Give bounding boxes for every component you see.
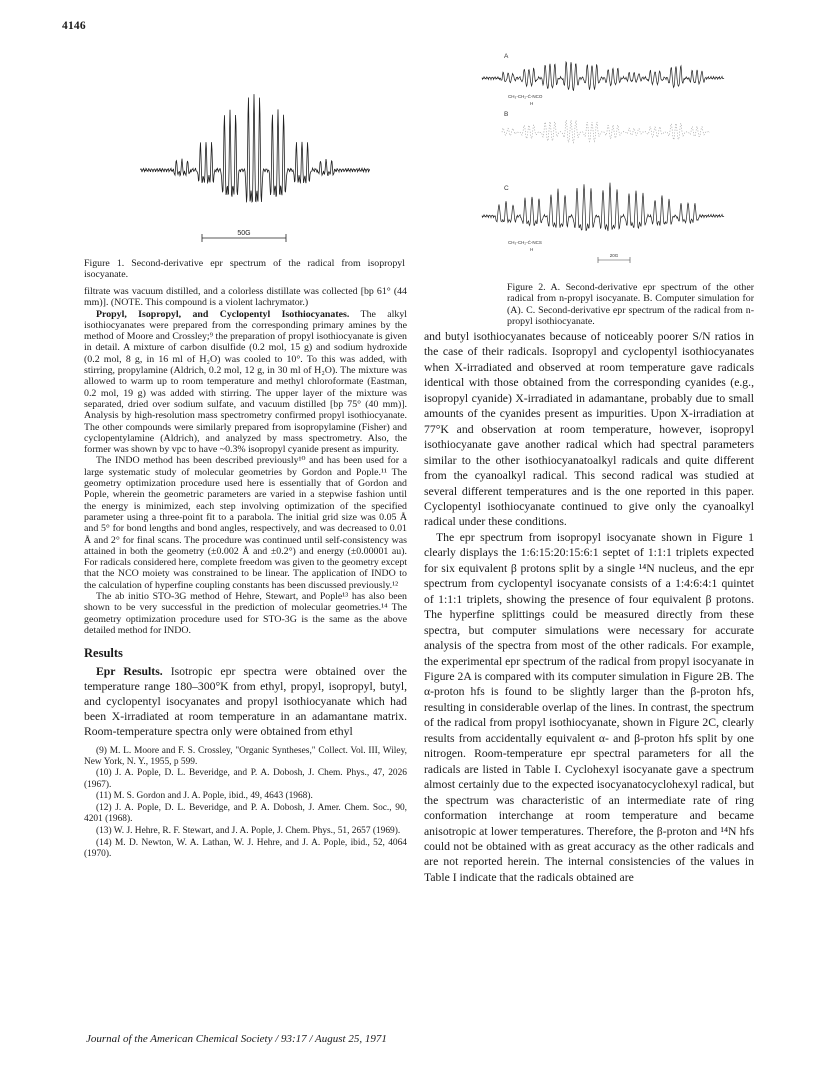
reference-14: (14) M. D. Newton, W. A. Lathan, W. J. Hehre, and J. A. Pople, ibid., 52, 4064 (1970). (84, 837, 407, 859)
figure2-scale-label: 20G (609, 253, 619, 258)
reference-13: (13) W. J. Hehre, R. F. Stewart, and J. A. Pople, J. Chem. Phys., 51, 2657 (1969). (96, 825, 401, 836)
right-para-2: The epr spectrum from isopropyl isocyanate shown in Figure 1 clearly displays the 1:6:15:20:15:6:1 septet of 1:1:1 triplets expected for six equivalent β protons split by a single ¹⁴N nucleus, and the epr spectrum from cyclopentyl isocyanate consists of a 1:4:6:4:1 quintet of 1:1:1 triplets, showing the presence of four equivalent β protons. The hyperfine splittings could be measured directly from these spectra, but computer simulations were necessary for accurate analysis of the spectra from most of the other radicals. For example, the experimental epr spectrum of the radical from propyl isocyanate in Figure 2A is compared with its computer simulation in Figure 2B. The α-proton hfs is found to be slightly larger than the β-proton hfs, resulting in considerable overlap of the lines. In contrast, the spectrum of the radical from propyl isothiocyanate, shown in Figure 2C, clearly results from accidentally equivalent α- and β-proton hfs split by one nitrogen. Room-temperature epr spectral parameters for all the radicals are listed in Table I. Cyclohexyl isocyanate gave a spectrum almost certainly due to the expected isocyanatocyclohexyl radical, but the spectrum was characteristic of an intermediate rate of ring conformation interchange at room temperature and became anisotropic at lower temperatures. Therefore, the β-proton and ¹⁴N hfs could not be obtained with as great accuracy as the other radicals and are not reported herein. The internal consistencies of the values in Table I indicate that the radicals obtained are (424, 530, 754, 884)
figure2-spectra (478, 40, 728, 272)
figure2-trace-c (482, 183, 724, 231)
results-paragraph (84, 664, 407, 740)
figure2-formula-c: CH₃-CH₂-Ċ-NCS (508, 240, 542, 245)
figure2-formula-a-h: H (530, 101, 534, 106)
results-heading: Results (84, 646, 123, 661)
reference-9: (9) M. L. Moore and F. S. Crossley, "Organic Syntheses," Collect. Vol. III, Wiley, New York, N. Y., 1955, p 599. (84, 745, 407, 767)
figure1-trace (140, 94, 370, 202)
reference-11: (11) M. S. Gordon and J. A. Pople, ibid., 49, 4643 (1968). (96, 791, 313, 802)
figure1-caption: Figure 1. Second-derivative epr spectrum of the radical from isopropyl isocyanate. (84, 258, 405, 281)
references (84, 746, 407, 861)
results-title: Epr Results. (96, 664, 163, 678)
figure1-spectrum (140, 40, 370, 250)
left-para-4: The ab initio STO-3G method of Hehre, Stewart, and Pople¹³ has also been shown to be very successful in the prediction of molecular geometries.¹⁴ The geometry optimization procedure used for STO-3G is the same as the above detailed method for INDO. (84, 591, 407, 636)
figure2-label-b: B (504, 111, 509, 118)
figure2-trace-b (502, 120, 710, 143)
left-para-2 (84, 309, 407, 456)
results-body: Isotropic epr spectra were obtained over the temperature range 180–300°K from ethyl, propyl, isopropyl, butyl, and cyclopentyl isocyanates and propyl isothiocyanate which had been X-irradiated at room temperature in an adamantane matrix. Room-temperature spectra only were obtained from ethyl (84, 664, 407, 739)
left-para-2-title: Propyl, Isopropyl, and Cyclopentyl Isothiocyanates. (96, 308, 350, 320)
reference-12: (12) J. A. Pople, D. L. Beveridge, and P. A. Dobosh, J. Amer. Chem. Soc., 90, 4201 (1968). (84, 803, 407, 825)
figure1-scale-label: 50G (237, 230, 251, 237)
left-para-3: The INDO method has been described previously¹⁰ and has been used for a large systematic study of molecular geometries by Gordon and Pople.¹¹ The geometry optimization procedure used here is essentially that of Gordon and Pople, wherein the geometric parameters are varied in a stepwise fashion until the energy is minimized, each step involving optimization of the specified parameter using a three-point fit to a parabola. The initial grid size was 0.05 Å and 5° for bond lengths and bond angles, respectively, and was decreased to 0.01 Å and 2° for final scans. The procedure was continued until self-consistency was attained in both the geometry (±0.002 Å and ±0.2°) and energy (±0.00001 au). For radicals considered here, complete freedom was given to the geometry except that the NCO moiety was constrained to be linear. The application of INDO to the calculation of hyperfine coupling constants has been discussed previously.¹² (84, 455, 408, 591)
figure2-formula-a: CH₃-CH₂-Ċ-NCO (508, 94, 543, 99)
figure2-formula-c-h: H (530, 247, 534, 252)
figure2-caption: Figure 2. A. Second-derivative epr spectrum of the other radical from n-propyl isocyanate. B. Computer simulation for (A). C. Second-derivative epr spectrum of the radical from n-propyl isothiocyanate. (507, 282, 754, 327)
journal-footer: Journal of the American Chemical Society / 93:17 / August 25, 1971 (86, 1033, 387, 1045)
left-column (84, 286, 407, 861)
page-number: 4146 (62, 20, 86, 32)
left-para-1: filtrate was vacuum distilled, and a colorless distillate was collected [bp 61° (44 mm)]. (NOTE. This compound is a violent lachrymator.) (84, 286, 407, 309)
right-column (424, 329, 754, 885)
reference-10: (10) J. A. Pople, D. L. Beveridge, and P. A. Dobosh, J. Chem. Phys., 47, 2026 (1967). (84, 768, 407, 790)
right-para-1: and butyl isothiocyanates because of noticeably poorer S/N ratios in the case of their radicals. Isopropyl and cyclopentyl isothiocyanates when X-irradiated and observed at room temperature gave radicals identical with those obtained from the corresponding cyanides (e.g., isopropyl cyanide) X-irradiated in adamantane, probably due to small amounts of the cyanides present as impurities. Upon X-irradiation at 77°K and observation at room temperature, however, isopropyl isothiocyanate gave another radical which had spectral parameters similar to the other isothiocyanatoalkyl radicals and quite different from the cyanoalkyl radical. This second radical was studied at several different temperatures and is the one reported in this paper. Cyclopentyl isothiocyanate continued to give only the cyanoalkyl radical under these conditions. (424, 330, 754, 529)
figure2-label-c: C (504, 185, 509, 192)
figure2-trace-a (482, 62, 724, 91)
figure2-label-a: A (504, 53, 509, 60)
left-para-2-body: The alkyl isothiocyanates were prepared from the corresponding primary amines by the method of Moore and Crossley;⁹ the preparation of propyl isothiocyanate is given in detail. A mixture of carbon disulfide (0.2 mol, 15 g) and sodium hydroxide (0.2 mol, 8 g, in 16 ml of H₂O) was cooled to 10°. To this was added, with stirring, propylamine (Aldrich, 0.2 mol, 12 g, in 30 ml of H₂O). The mixture was allowed to warm up to room temperature and methyl chloroformate (Eastman, 0.2 mol, 19 g) was added with stirring. The upper layer of the mixture was separated, dried over sodium sulfate, and vacuum distilled [bp 75° (40 mm)]. Analysis by high-resolution mass spectrometry confirmed propyl isothiocyanate. The other compounds were similarly prepared from isopropylamine (Fisher) and cyclopentylamine (Aldrich), and analyzed by mass spectrometry. Also, the former was shown by vpc to have ~0.3% isopropyl cyanide present as impurity. (84, 308, 407, 456)
